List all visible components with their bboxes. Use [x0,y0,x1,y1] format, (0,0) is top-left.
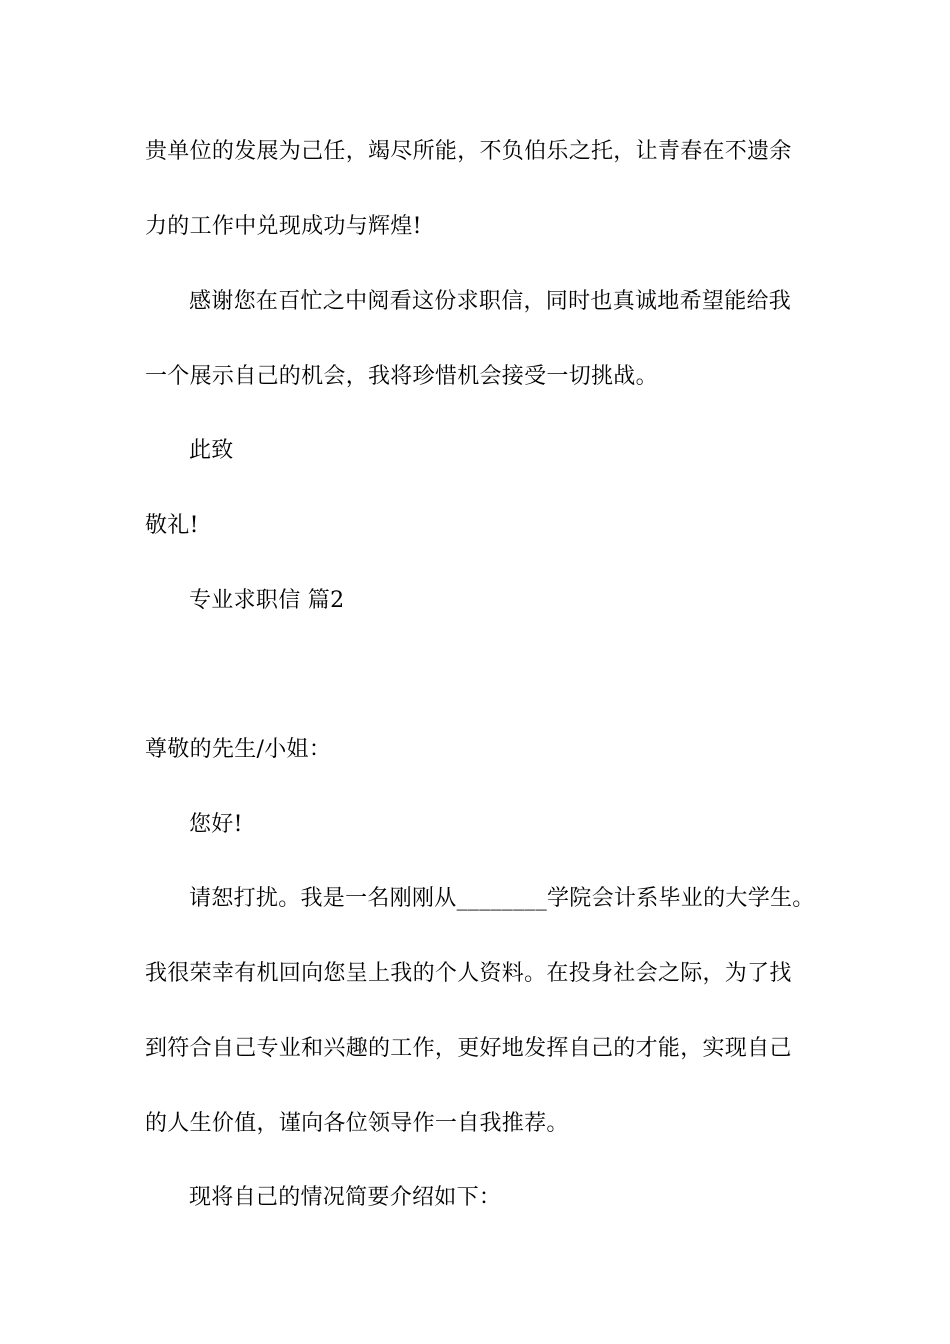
paragraph-line-2: 力的工作中兑现成功与辉煌! [145,214,422,239]
hello-line: 您好! [189,812,243,837]
paragraph-line-5: 请恕打扰。我是一名刚刚从________学院会计系毕业的大学生。 [189,886,815,911]
paragraph-line-6: 我很荣幸有机回向您呈上我的个人资料。在投身社会之际，为了找 [145,961,792,986]
paragraph-line-4: 一个展示自己的机会，我将珍惜机会接受一切挑战。 [145,364,658,389]
section-heading: 专业求职信 篇2 [189,588,345,613]
greeting-line: 尊敬的先生/小姐： [145,737,332,762]
paragraph-line-1: 贵单位的发展为己任，竭尽所能，不负伯乐之托，让青春在不遗余 [145,139,792,164]
closing-regards: 敬礼! [145,513,199,538]
paragraph-line-7: 到符合自己专业和兴趣的工作，更好地发挥自己的才能，实现自己 [145,1036,792,1061]
closing-salutation: 此致 [189,438,234,463]
paragraph-line-8: 的人生价值，谨向各位领导作一自我推荐。 [145,1111,569,1136]
paragraph-line-9: 现将自己的情况简要介绍如下： [189,1185,502,1210]
paragraph-line-3: 感谢您在百忙之中阅看这份求职信，同时也真诚地希望能给我 [189,289,792,314]
